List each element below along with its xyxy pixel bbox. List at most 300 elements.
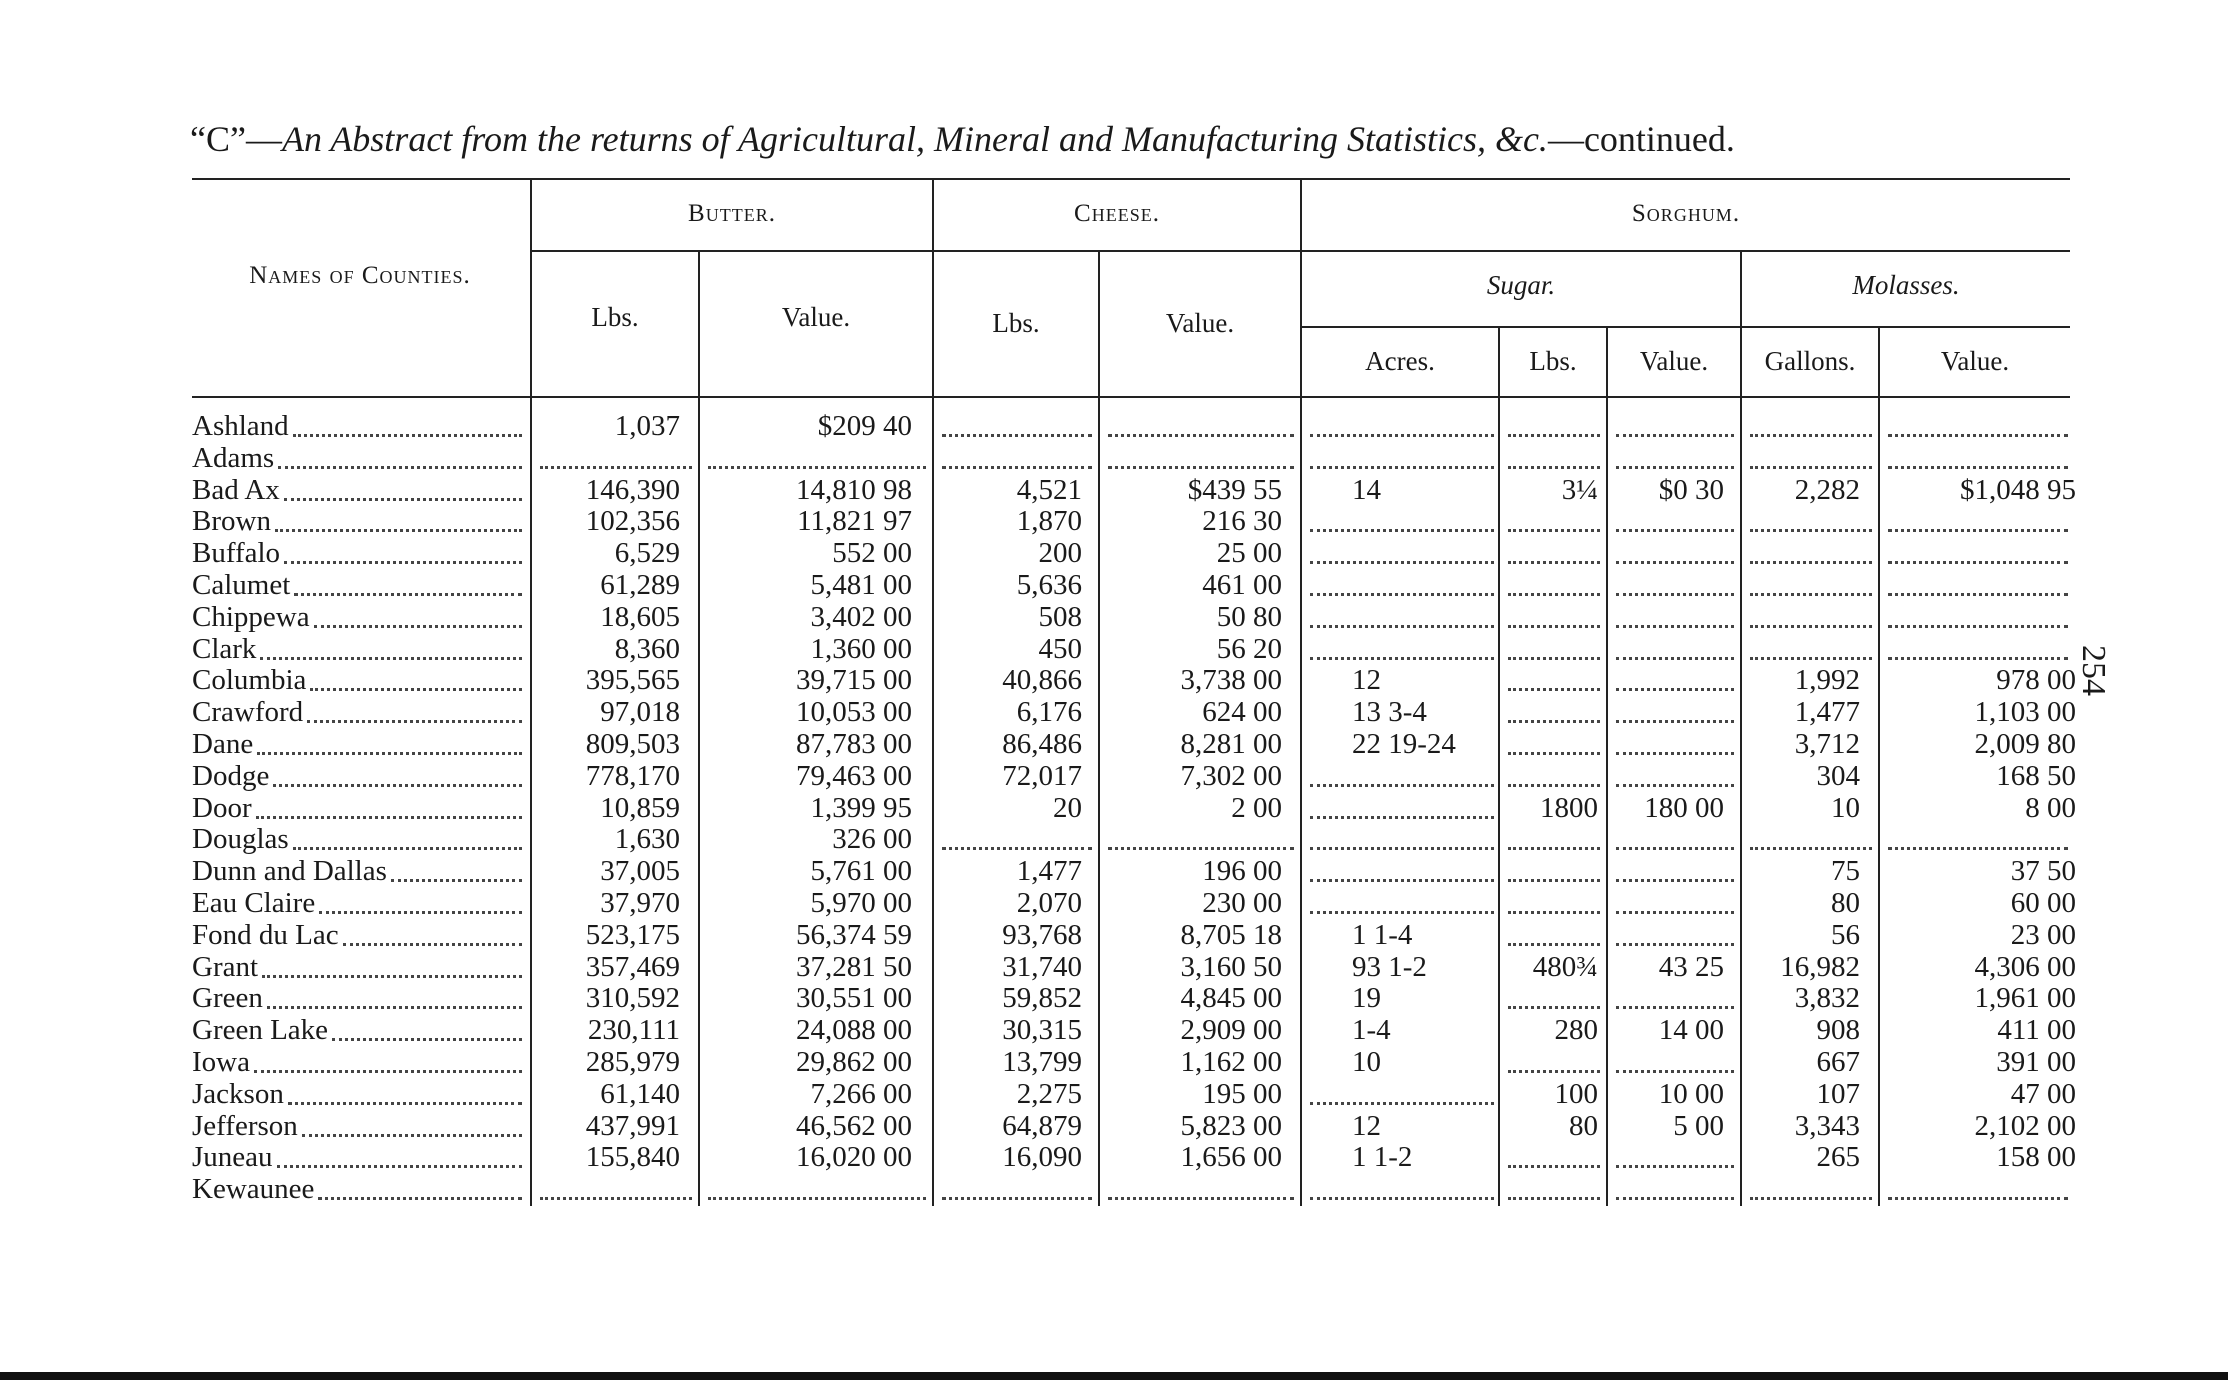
- cell-butter-value: 1,360 00: [810, 632, 912, 665]
- empty-cell-dots: [1310, 847, 1494, 850]
- leader-dots: [260, 657, 522, 660]
- cell-acres: 1-4: [1352, 1014, 1391, 1047]
- empty-cell-dots: [1888, 561, 2068, 564]
- header-sugar: Sugar.: [1486, 270, 1556, 300]
- cell-sugar-lbs: 80: [1569, 1109, 1598, 1142]
- cell-butter-lbs: 61,289: [600, 569, 680, 601]
- leader-dots: [273, 784, 522, 787]
- county-name: Dunn and Dallas: [192, 855, 387, 888]
- cell-butter-value: 11,821 97: [797, 505, 912, 538]
- empty-cell-dots: [1750, 434, 1872, 437]
- cell-sugar-lbs: 100: [1554, 1077, 1598, 1110]
- empty-cell-dots: [1508, 466, 1600, 469]
- cell-cheese-lbs: 5,636: [1016, 569, 1082, 601]
- county-name: Clark: [192, 632, 257, 665]
- empty-cell-dots: [1310, 529, 1494, 532]
- county-name: Buffalo: [192, 537, 281, 570]
- cell-molasses-value: 47 00: [2010, 1077, 2076, 1110]
- cell-butter-lbs: 1,037: [614, 410, 680, 442]
- cell-gallons: 56: [1831, 918, 1860, 951]
- empty-cell-dots: [1508, 1070, 1600, 1073]
- empty-cell-dots: [1108, 466, 1294, 469]
- cell-cheese-value: 8,281 00: [1180, 728, 1282, 760]
- leader-dots: [284, 498, 522, 501]
- empty-cell-dots: [1616, 1197, 1734, 1200]
- county-name: Iowa: [192, 1046, 250, 1078]
- empty-cell-dots: [1750, 561, 1872, 564]
- cell-butter-value: 5,481 00: [810, 569, 912, 601]
- empty-cell-dots: [1508, 1197, 1600, 1200]
- empty-cell-dots: [1508, 720, 1600, 723]
- cell-molasses-value: 23 00: [2010, 918, 2076, 951]
- cell-sugar-value: $0 30: [1658, 473, 1724, 506]
- leader-dots: [293, 434, 522, 437]
- cell-butter-lbs: 310,592: [585, 982, 680, 1015]
- county-name: Door: [192, 791, 252, 824]
- cell-butter-lbs: 437,991: [585, 1109, 680, 1142]
- empty-cell-dots: [1508, 943, 1600, 946]
- empty-cell-dots: [1888, 657, 2068, 660]
- cell-butter-value: 29,862 00: [796, 1046, 912, 1078]
- cell-cheese-lbs: 2,275: [1016, 1077, 1082, 1110]
- county-name: Eau Claire: [192, 887, 316, 919]
- cell-butter-lbs: 146,390: [585, 473, 680, 506]
- cell-cheese-value: 2 00: [1231, 791, 1282, 824]
- empty-cell-dots: [1616, 847, 1734, 850]
- leader-dots: [267, 1006, 522, 1009]
- leader-dots: [257, 752, 522, 755]
- empty-cell-dots: [1888, 466, 2068, 469]
- cell-gallons: 908: [1816, 1014, 1860, 1047]
- empty-cell-dots: [1616, 1006, 1734, 1009]
- cell-acres: 12: [1352, 1109, 1381, 1142]
- leader-dots: [307, 720, 522, 723]
- cell-cheese-value: 8,705 18: [1180, 918, 1282, 951]
- cell-cheese-lbs: 40,866: [1002, 664, 1082, 697]
- cell-acres: 12: [1352, 664, 1381, 697]
- cell-cheese-lbs: 86,486: [1002, 728, 1082, 760]
- cell-cheese-value: 56 20: [1216, 632, 1282, 665]
- cell-sugar-lbs: 1800: [1540, 791, 1598, 824]
- cell-cheese-value: 216 30: [1202, 505, 1282, 538]
- page-title: [190, 118, 2090, 160]
- empty-cell-dots: [942, 466, 1092, 469]
- leader-dots: [332, 1038, 522, 1041]
- cell-butter-lbs: 6,529: [614, 537, 680, 570]
- empty-cell-dots: [1310, 593, 1494, 596]
- leader-dots: [310, 688, 522, 691]
- empty-cell-dots: [1508, 688, 1600, 691]
- county-name: Calumet: [192, 569, 291, 601]
- empty-cell-dots: [540, 1197, 692, 1200]
- empty-cell-dots: [1310, 625, 1494, 628]
- county-name: Ashland: [192, 410, 289, 442]
- cell-gallons: 80: [1831, 887, 1860, 919]
- county-name: Crawford: [192, 696, 304, 729]
- empty-cell-dots: [1750, 625, 1872, 628]
- cell-butter-value: 39,715 00: [796, 664, 912, 697]
- cell-butter-lbs: 18,605: [600, 600, 680, 633]
- empty-cell-dots: [1310, 466, 1494, 469]
- empty-cell-dots: [708, 1197, 926, 1200]
- header-sorghum: Sorghum.: [1631, 200, 1741, 227]
- cell-cheese-value: 2,909 00: [1180, 1014, 1282, 1047]
- cell-cheese-value: 3,738 00: [1180, 664, 1282, 697]
- leader-dots: [288, 1102, 522, 1105]
- col-rule-6: [1498, 328, 1500, 1206]
- cell-cheese-lbs: 2,070: [1016, 887, 1082, 919]
- cell-butter-value: 37,281 50: [796, 950, 912, 983]
- empty-cell-dots: [1616, 943, 1734, 946]
- cell-cheese-lbs: 6,176: [1016, 696, 1082, 729]
- empty-cell-dots: [1508, 847, 1600, 850]
- cell-acres: 19: [1352, 982, 1381, 1015]
- cell-butter-lbs: 61,140: [600, 1077, 680, 1110]
- title-prefix: “C”—: [190, 119, 282, 159]
- cell-gallons: 667: [1816, 1046, 1860, 1078]
- cell-acres: 10: [1352, 1046, 1381, 1078]
- empty-cell-dots: [1888, 625, 2068, 628]
- empty-cell-dots: [1508, 1006, 1600, 1009]
- col-rule-7: [1606, 328, 1608, 1206]
- cell-acres: 14: [1352, 473, 1381, 506]
- cell-gallons: 1,477: [1794, 696, 1860, 729]
- cell-molasses-value: 37 50: [2010, 855, 2076, 888]
- cell-cheese-value: 461 00: [1202, 569, 1282, 601]
- county-name: Adams: [192, 441, 275, 474]
- county-name: Jackson: [192, 1077, 284, 1110]
- empty-cell-dots: [1508, 529, 1600, 532]
- header-bottom-rule: [192, 396, 2070, 398]
- empty-cell-dots: [1888, 434, 2068, 437]
- header-cheese: Cheese.: [1074, 200, 1160, 227]
- cell-molasses-value: 978 00: [1996, 664, 2076, 697]
- leader-dots: [314, 625, 522, 628]
- county-name: Kewaunee: [192, 1173, 315, 1206]
- leader-dots: [391, 879, 522, 882]
- cell-cheese-lbs: 93,768: [1002, 918, 1082, 951]
- sorghum-subheader-rule: [1302, 326, 2070, 328]
- cell-cheese-value: 195 00: [1202, 1077, 1282, 1110]
- cell-acres: 22 19-24: [1352, 728, 1456, 760]
- header-sugar-value: Value.: [1639, 346, 1709, 376]
- empty-cell-dots: [1888, 847, 2068, 850]
- leader-dots: [284, 561, 522, 564]
- cell-butter-value: 1,399 95: [810, 791, 912, 824]
- leader-dots: [343, 943, 522, 946]
- cell-cheese-lbs: 4,521: [1016, 473, 1082, 506]
- cell-cheese-value: 25 00: [1216, 537, 1282, 570]
- cell-butter-lbs: 395,565: [585, 664, 680, 697]
- empty-cell-dots: [1750, 1197, 1872, 1200]
- header-butter-lbs: Lbs.: [591, 302, 639, 332]
- title-italic: An Abstract from the returns of Agricultural, Mineral and Manufacturing Statistics, &c.: [281, 119, 1548, 159]
- cell-butter-lbs: 10,859: [600, 791, 680, 824]
- title-suffix: —continued.: [1547, 119, 1735, 159]
- cell-cheese-lbs: 1,870: [1016, 505, 1082, 538]
- cell-gallons: 3,832: [1794, 982, 1860, 1015]
- cell-molasses-value: 4,306 00: [1974, 950, 2076, 983]
- empty-cell-dots: [1310, 911, 1494, 914]
- header-molasses-value: Value.: [1940, 346, 2010, 376]
- cell-molasses-value: 8 00: [2025, 791, 2076, 824]
- cell-butter-value: 16,020 00: [796, 1141, 912, 1174]
- table-top-rule: [192, 178, 2070, 180]
- empty-cell-dots: [1508, 593, 1600, 596]
- cell-cheese-value: 196 00: [1202, 855, 1282, 888]
- empty-cell-dots: [1310, 816, 1494, 819]
- empty-cell-dots: [1310, 784, 1494, 787]
- empty-cell-dots: [1616, 688, 1734, 691]
- cell-butter-lbs: 102,356: [585, 505, 680, 538]
- cell-gallons: 265: [1816, 1141, 1860, 1174]
- cell-sugar-value: 5 00: [1673, 1109, 1724, 1142]
- cell-cheese-value: 4,845 00: [1180, 982, 1282, 1015]
- cell-cheese-lbs: 450: [1038, 632, 1082, 665]
- cell-butter-value: 46,562 00: [796, 1109, 912, 1142]
- county-name: Chippewa: [192, 600, 310, 633]
- cell-cheese-lbs: 508: [1038, 600, 1082, 633]
- cell-butter-value: 326 00: [832, 823, 912, 856]
- empty-cell-dots: [1508, 561, 1600, 564]
- cell-butter-lbs: 97,018: [600, 696, 680, 729]
- cell-cheese-value: 3,160 50: [1180, 950, 1282, 983]
- cell-cheese-lbs: 72,017: [1002, 759, 1082, 792]
- cell-butter-lbs: 809,503: [585, 728, 680, 760]
- empty-cell-dots: [1310, 561, 1494, 564]
- cell-butter-value: 24,088 00: [796, 1014, 912, 1047]
- leader-dots: [262, 975, 522, 978]
- cell-butter-lbs: 8,360: [614, 632, 680, 665]
- empty-cell-dots: [1616, 720, 1734, 723]
- cell-butter-lbs: 357,469: [585, 950, 680, 983]
- empty-cell-dots: [1108, 847, 1294, 850]
- county-name: Dane: [192, 728, 254, 760]
- empty-cell-dots: [1310, 1102, 1494, 1105]
- header-butter: Butter.: [688, 200, 776, 227]
- empty-cell-dots: [1616, 466, 1734, 469]
- cell-butter-lbs: 778,170: [585, 759, 680, 792]
- cell-sugar-value: 10 00: [1658, 1077, 1724, 1110]
- leader-dots: [318, 1197, 522, 1200]
- empty-cell-dots: [1508, 784, 1600, 787]
- empty-cell-dots: [1616, 657, 1734, 660]
- cell-butter-value: 30,551 00: [796, 982, 912, 1015]
- empty-cell-dots: [1508, 1165, 1600, 1168]
- cell-acres: 93 1-2: [1352, 950, 1427, 983]
- county-name: Green Lake: [192, 1014, 329, 1047]
- empty-cell-dots: [1616, 879, 1734, 882]
- empty-cell-dots: [1888, 593, 2068, 596]
- empty-cell-dots: [1888, 529, 2068, 532]
- cell-cheese-value: 624 00: [1202, 696, 1282, 729]
- empty-cell-dots: [1616, 1070, 1734, 1073]
- cell-molasses-value: 168 50: [1996, 759, 2076, 792]
- cell-butter-value: $209 40: [817, 410, 912, 442]
- empty-cell-dots: [1508, 657, 1600, 660]
- empty-cell-dots: [1750, 593, 1872, 596]
- empty-cell-dots: [1616, 784, 1734, 787]
- cell-butter-value: 87,783 00: [796, 728, 912, 760]
- cell-butter-lbs: 230,111: [587, 1014, 680, 1047]
- empty-cell-dots: [1616, 593, 1734, 596]
- cell-sugar-lbs: 3¼: [1561, 473, 1598, 506]
- cell-sugar-value: 43 25: [1658, 950, 1724, 983]
- cell-molasses-value: 391 00: [1996, 1046, 2076, 1078]
- leader-dots: [319, 911, 522, 914]
- empty-cell-dots: [1310, 657, 1494, 660]
- county-name: Green: [192, 982, 263, 1015]
- cell-butter-lbs: 37,005: [600, 855, 680, 888]
- cell-gallons: 1,992: [1794, 664, 1860, 697]
- empty-cell-dots: [1750, 529, 1872, 532]
- header-cheese-value: Value.: [1165, 308, 1235, 338]
- county-name: Columbia: [192, 664, 307, 697]
- county-name: Dodge: [192, 759, 270, 792]
- empty-cell-dots: [1616, 752, 1734, 755]
- cell-butter-value: 5,970 00: [810, 887, 912, 919]
- cell-cheese-lbs: 16,090: [1002, 1141, 1082, 1174]
- empty-cell-dots: [1750, 657, 1872, 660]
- cell-acres: 1 1-4: [1352, 918, 1413, 951]
- cell-molasses-value: 2,009 80: [1974, 728, 2076, 760]
- empty-cell-dots: [1508, 752, 1600, 755]
- county-name: Bad Ax: [192, 473, 280, 506]
- cell-sugar-value: 14 00: [1658, 1014, 1724, 1047]
- empty-cell-dots: [1616, 561, 1734, 564]
- county-name: Brown: [192, 505, 271, 538]
- empty-cell-dots: [1750, 466, 1872, 469]
- cell-butter-lbs: 1,630: [614, 823, 680, 856]
- empty-cell-dots: [1108, 1197, 1294, 1200]
- empty-cell-dots: [1108, 434, 1294, 437]
- header-acres: Acres.: [1365, 346, 1435, 376]
- cell-cheese-lbs: 200: [1038, 537, 1082, 570]
- empty-cell-dots: [942, 847, 1092, 850]
- empty-cell-dots: [1616, 625, 1734, 628]
- cell-cheese-value: 5,823 00: [1180, 1109, 1282, 1142]
- empty-cell-dots: [540, 466, 692, 469]
- county-name: Fond du Lac: [192, 918, 339, 951]
- header-molasses: Molasses.: [1852, 270, 1960, 300]
- empty-cell-dots: [942, 434, 1092, 437]
- empty-cell-dots: [1616, 911, 1734, 914]
- cell-butter-lbs: 285,979: [585, 1046, 680, 1078]
- leader-dots: [277, 1165, 522, 1168]
- empty-cell-dots: [1888, 1197, 2068, 1200]
- empty-cell-dots: [1310, 1197, 1494, 1200]
- empty-cell-dots: [1616, 434, 1734, 437]
- cell-molasses-value: 1,961 00: [1974, 982, 2076, 1015]
- leader-dots: [256, 816, 522, 819]
- page-bottom-edge: [0, 1372, 2228, 1380]
- empty-cell-dots: [1616, 529, 1734, 532]
- cell-gallons: 3,712: [1794, 728, 1860, 760]
- cell-gallons: 304: [1816, 759, 1860, 792]
- cell-butter-lbs: 523,175: [585, 918, 680, 951]
- empty-cell-dots: [1310, 879, 1494, 882]
- cell-sugar-value: 180 00: [1644, 791, 1724, 824]
- cell-butter-value: 79,463 00: [796, 759, 912, 792]
- cell-gallons: 107: [1816, 1077, 1860, 1110]
- cell-butter-value: 3,402 00: [810, 600, 912, 633]
- empty-cell-dots: [1508, 625, 1600, 628]
- cell-cheese-lbs: 31,740: [1002, 950, 1082, 983]
- cell-cheese-value: 50 80: [1216, 600, 1282, 633]
- cell-molasses-value: 1,103 00: [1974, 696, 2076, 729]
- cell-gallons: 16,982: [1780, 950, 1860, 983]
- cell-cheese-value: 1,656 00: [1180, 1141, 1282, 1174]
- cell-cheese-lbs: 59,852: [1002, 982, 1082, 1015]
- header-sugar-lbs: Lbs.: [1529, 346, 1577, 376]
- cell-gallons: 3,343: [1794, 1109, 1860, 1142]
- county-name: Grant: [192, 950, 259, 983]
- cell-butter-value: 5,761 00: [810, 855, 912, 888]
- leader-dots: [254, 1070, 522, 1073]
- cell-butter-value: 552 00: [832, 537, 912, 570]
- cell-sugar-lbs: 280: [1554, 1014, 1598, 1047]
- leader-dots: [278, 466, 522, 469]
- empty-cell-dots: [1616, 1165, 1734, 1168]
- cell-butter-lbs: 37,970: [600, 887, 680, 919]
- cell-cheese-value: 7,302 00: [1180, 759, 1282, 792]
- leader-dots: [302, 1134, 522, 1137]
- cell-cheese-lbs: 64,879: [1002, 1109, 1082, 1142]
- empty-cell-dots: [942, 1197, 1092, 1200]
- cell-cheese-lbs: 20: [1053, 791, 1082, 824]
- empty-cell-dots: [1508, 879, 1600, 882]
- cell-molasses-value: 2,102 00: [1974, 1109, 2076, 1142]
- empty-cell-dots: [1508, 434, 1600, 437]
- cell-butter-value: 10,053 00: [796, 696, 912, 729]
- cell-acres: 13 3-4: [1352, 696, 1427, 729]
- cell-gallons: 10: [1831, 791, 1860, 824]
- cell-cheese-value: 1,162 00: [1180, 1046, 1282, 1078]
- cell-butter-value: 7,266 00: [810, 1077, 912, 1110]
- cell-gallons: 2,282: [1794, 473, 1860, 506]
- header-butter-value: Value.: [781, 302, 851, 332]
- cell-gallons: 75: [1831, 855, 1860, 888]
- col-rule-5: [1300, 180, 1302, 1206]
- cell-cheese-lbs: 13,799: [1002, 1046, 1082, 1078]
- county-name: Juneau: [192, 1141, 273, 1174]
- cell-butter-value: 14,810 98: [796, 473, 912, 506]
- empty-cell-dots: [1508, 911, 1600, 914]
- header-names-of-counties: Names of Counties.: [249, 262, 471, 289]
- county-name: Douglas: [192, 823, 289, 856]
- cell-sugar-lbs: 480¾: [1532, 950, 1598, 983]
- county-name: Jefferson: [192, 1109, 298, 1142]
- cell-acres: 1 1-2: [1352, 1141, 1413, 1174]
- cell-cheese-lbs: 30,315: [1002, 1014, 1082, 1047]
- cell-cheese-lbs: 1,477: [1016, 855, 1082, 888]
- header-cheese-lbs: Lbs.: [992, 308, 1040, 338]
- leader-dots: [294, 593, 522, 596]
- cell-cheese-value: $439 55: [1187, 473, 1282, 506]
- cell-cheese-value: 230 00: [1202, 887, 1282, 919]
- empty-cell-dots: [1310, 434, 1494, 437]
- cell-butter-lbs: 155,840: [585, 1141, 680, 1174]
- header-gallons: Gallons.: [1764, 346, 1856, 376]
- cell-molasses-value: 411 00: [1997, 1014, 2076, 1047]
- leader-dots: [293, 847, 522, 850]
- cell-butter-value: 56,374 59: [796, 918, 912, 951]
- cell-molasses-value: $1,048 95: [1960, 473, 2076, 506]
- cell-molasses-value: 158 00: [1996, 1141, 2076, 1174]
- leader-dots: [275, 529, 522, 532]
- cell-molasses-value: 60 00: [2010, 887, 2076, 919]
- empty-cell-dots: [708, 466, 926, 469]
